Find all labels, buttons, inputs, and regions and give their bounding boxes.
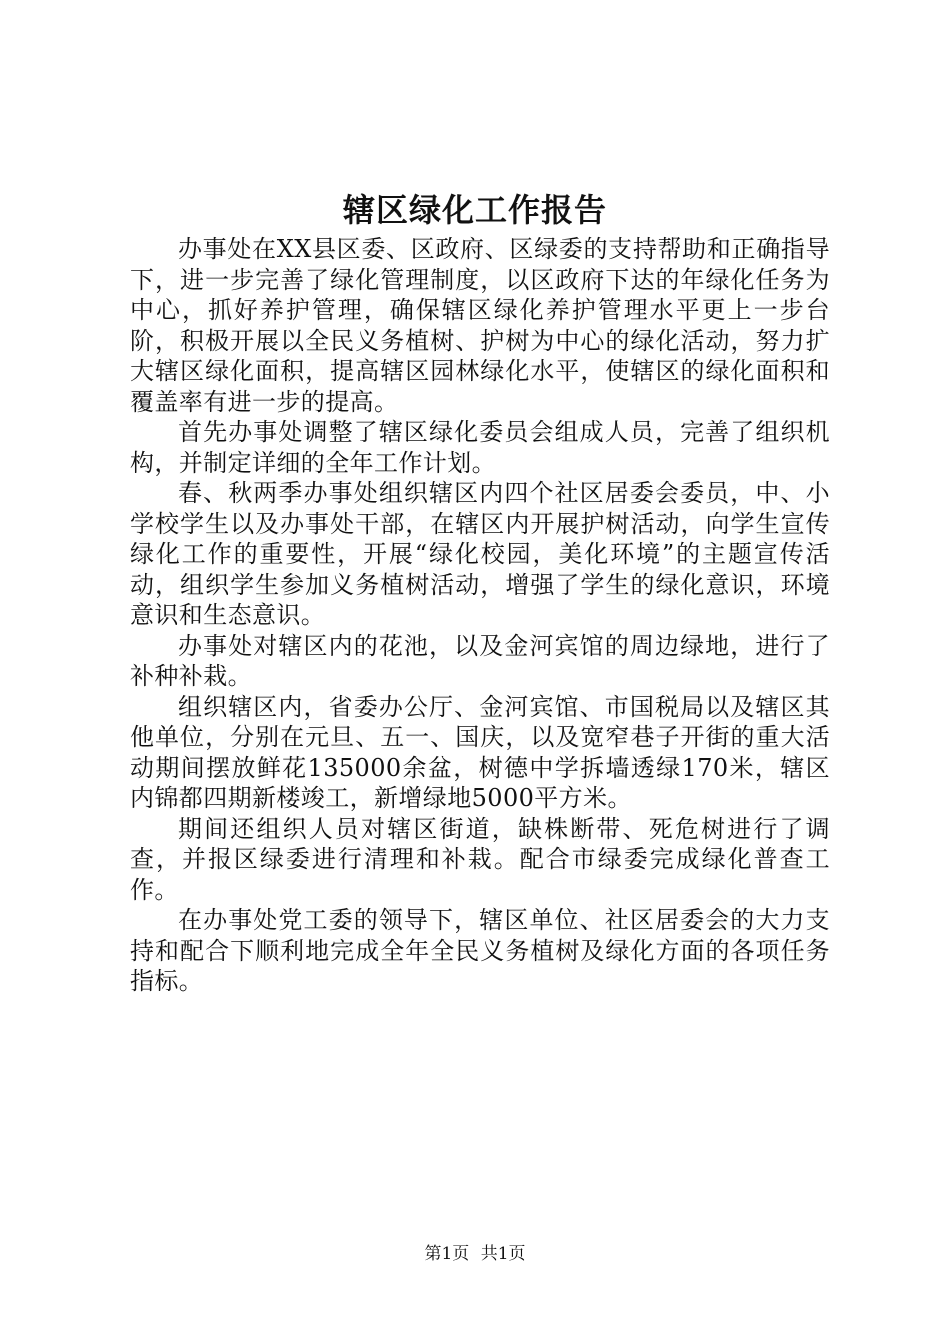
paragraph: 在办事处党工委的领导下，辖区单位、社区居委会的大力支持和配合下顺利地完成全年全民义务植树及绿化方面的各项任务指标。	[130, 906, 830, 995]
document-title: 辖区绿化工作报告	[342, 191, 607, 229]
paragraph: 办事处在XX县区委、区政府、区绿委的支持帮助和正确指导下，进一步完善了绿化管理制度，以区政府下达的年绿化任务为中心，抓好养护管理，确保辖区绿化养护管理水平更上一步台阶，积极开展以全民义务植树、护树为中心的绿化活动，努力扩大辖区绿化面积，提高辖区园林绿化水平，使辖区的绿化面积和覆盖率有进一步的提高。	[130, 235, 830, 416]
document-body	[130, 234, 830, 997]
paragraph: 首先办事处调整了辖区绿化委员会组成人员，完善了组织机构，并制定详细的全年工作计划。	[130, 418, 830, 477]
page-footer	[0, 1242, 950, 1266]
paragraph: 春、秋两季办事处组织辖区内四个社区居委会委员，中、小学校学生以及办事处干部，在辖区内开展护树活动，向学生宣传绿化工作的重要性，开展“绿化校园，美化环境”的主题宣传活动，组织学生参加义务植树活动，增强了学生的绿化意识，环境意识和生态意识。	[130, 479, 830, 629]
page-number: 第1页	[424, 1244, 470, 1264]
paragraph: 期间还组织人员对辖区街道，缺株断带、死危树进行了调查，并报区绿委进行清理和补栽。配合市绿委完成绿化普查工作。	[130, 814, 830, 904]
paragraph: 办事处对辖区内的花池，以及金河宾馆的周边绿地，进行了补种补栽。	[130, 631, 830, 690]
page-total: 共1页	[480, 1244, 526, 1264]
paragraph: 组织辖区内，省委办公厅、金河宾馆、市国税局以及辖区其他单位，分别在元旦、五一、国庆，以及宽窄巷子开街的重大活动期间摆放鲜花135000余盆，树德中学拆墙透绿170米，辖区内锦都四期新楼竣工，新增绿地5000平方米。	[130, 692, 830, 812]
